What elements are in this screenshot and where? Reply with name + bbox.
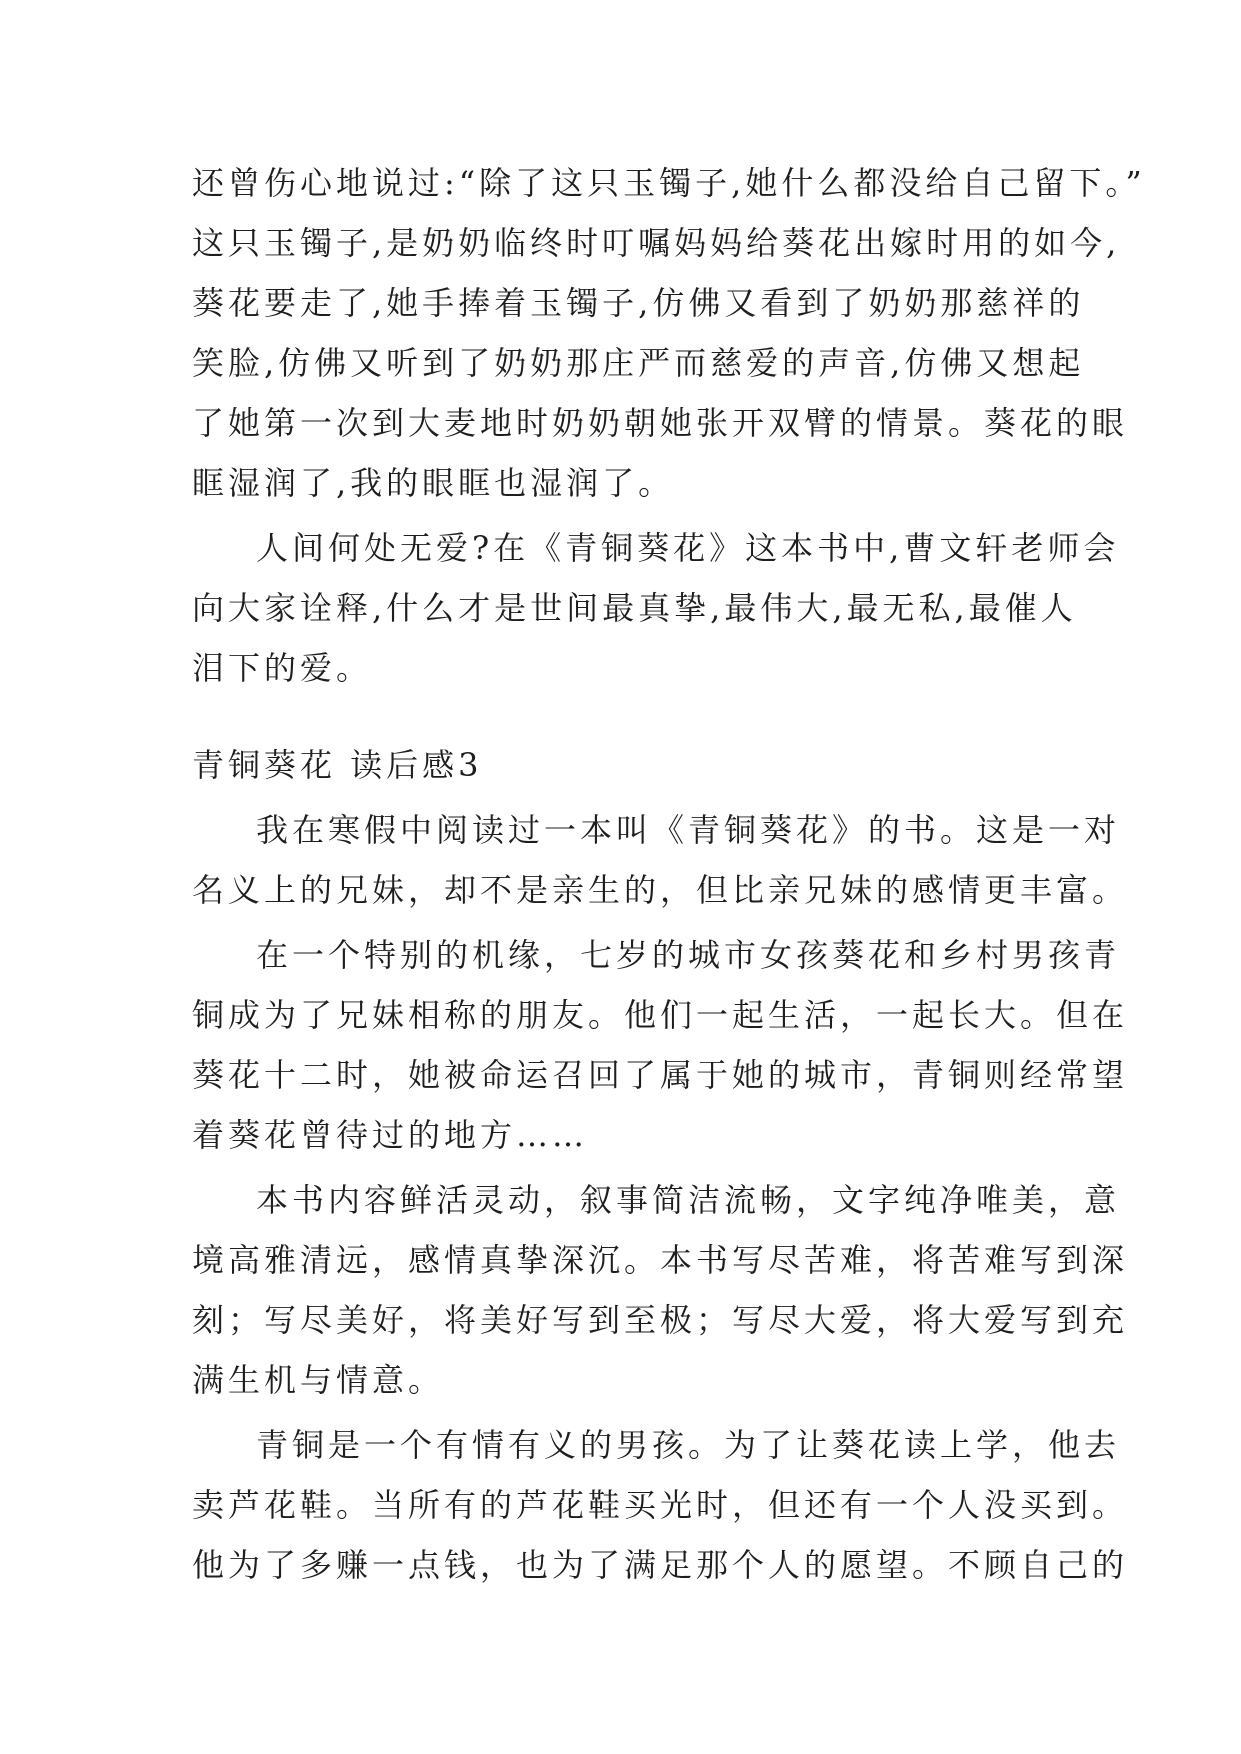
- text-line: 泪下的爱。: [192, 649, 373, 687]
- text-line: 本书内容鲜活灵动，叙事简洁流畅，文字纯净唯美，意: [256, 1181, 1121, 1219]
- text-line: 葵花要走了,她手捧着玉镯子,仿佛又看到了奶奶那慈祥的: [192, 284, 1085, 322]
- text-line: 青铜是一个有情有义的男孩。为了让葵花读上学，他去: [256, 1426, 1121, 1464]
- text-line: 向大家诠释,什么才是世间最真挚,最伟大,最无私,最催人: [192, 589, 1077, 627]
- text-line: 境高雅清远，感情真挚深沉。本书写尽苦难，将苦难写到深: [192, 1241, 1129, 1279]
- text-line: 铜成为了兄妹相称的朋友。他们一起生活，一起长大。但在: [192, 996, 1129, 1034]
- text-line: 他为了多赚一点钱，也为了满足那个人的愿望。不顾自己的: [192, 1546, 1129, 1584]
- text-line: 人间何处无爱?在《青铜葵花》这本书中,曹文轩老师会: [256, 529, 1120, 567]
- text-line: 在一个特别的机缘，七岁的城市女孩葵花和乡村男孩青: [256, 936, 1121, 974]
- text-line: 着葵花曾待过的地方……: [192, 1116, 589, 1154]
- text-line: 了她第一次到大麦地时奶奶朝她张开双臂的情景。葵花的眼: [192, 404, 1129, 442]
- text-line: 还曾伤心地说过:“除了这只玉镯子,她什么都没给自己留下。”: [192, 164, 1146, 202]
- text-line: 葵花十二时，她被命运召回了属于她的城市，青铜则经常望: [192, 1056, 1129, 1094]
- text-line: 我在寒假中阅读过一本叫《青铜葵花》的书。这是一对: [256, 811, 1121, 849]
- text-line: 卖芦花鞋。当所有的芦花鞋买光时，但还有一个人没买到。: [192, 1486, 1129, 1524]
- text-line: 这只玉镯子,是奶奶临终时叮嘱妈妈给葵花出嫁时用的如今,: [192, 224, 1121, 262]
- section-heading: 青铜葵花 读后感3: [192, 746, 483, 784]
- text-line: 名义上的兄妹，却不是亲生的，但比亲兄妹的感情更丰富。: [192, 871, 1129, 909]
- text-line: 满生机与情意。: [192, 1361, 445, 1399]
- text-line: 笑脸,仿佛又听到了奶奶那庄严而慈爱的声音,仿佛又想起: [192, 344, 1085, 382]
- text-line: 刻；写尽美好，将美好写到至极；写尽大爱，将大爱写到充: [192, 1301, 1129, 1339]
- text-line: 眶湿润了,我的眼眶也湿润了。: [192, 464, 675, 502]
